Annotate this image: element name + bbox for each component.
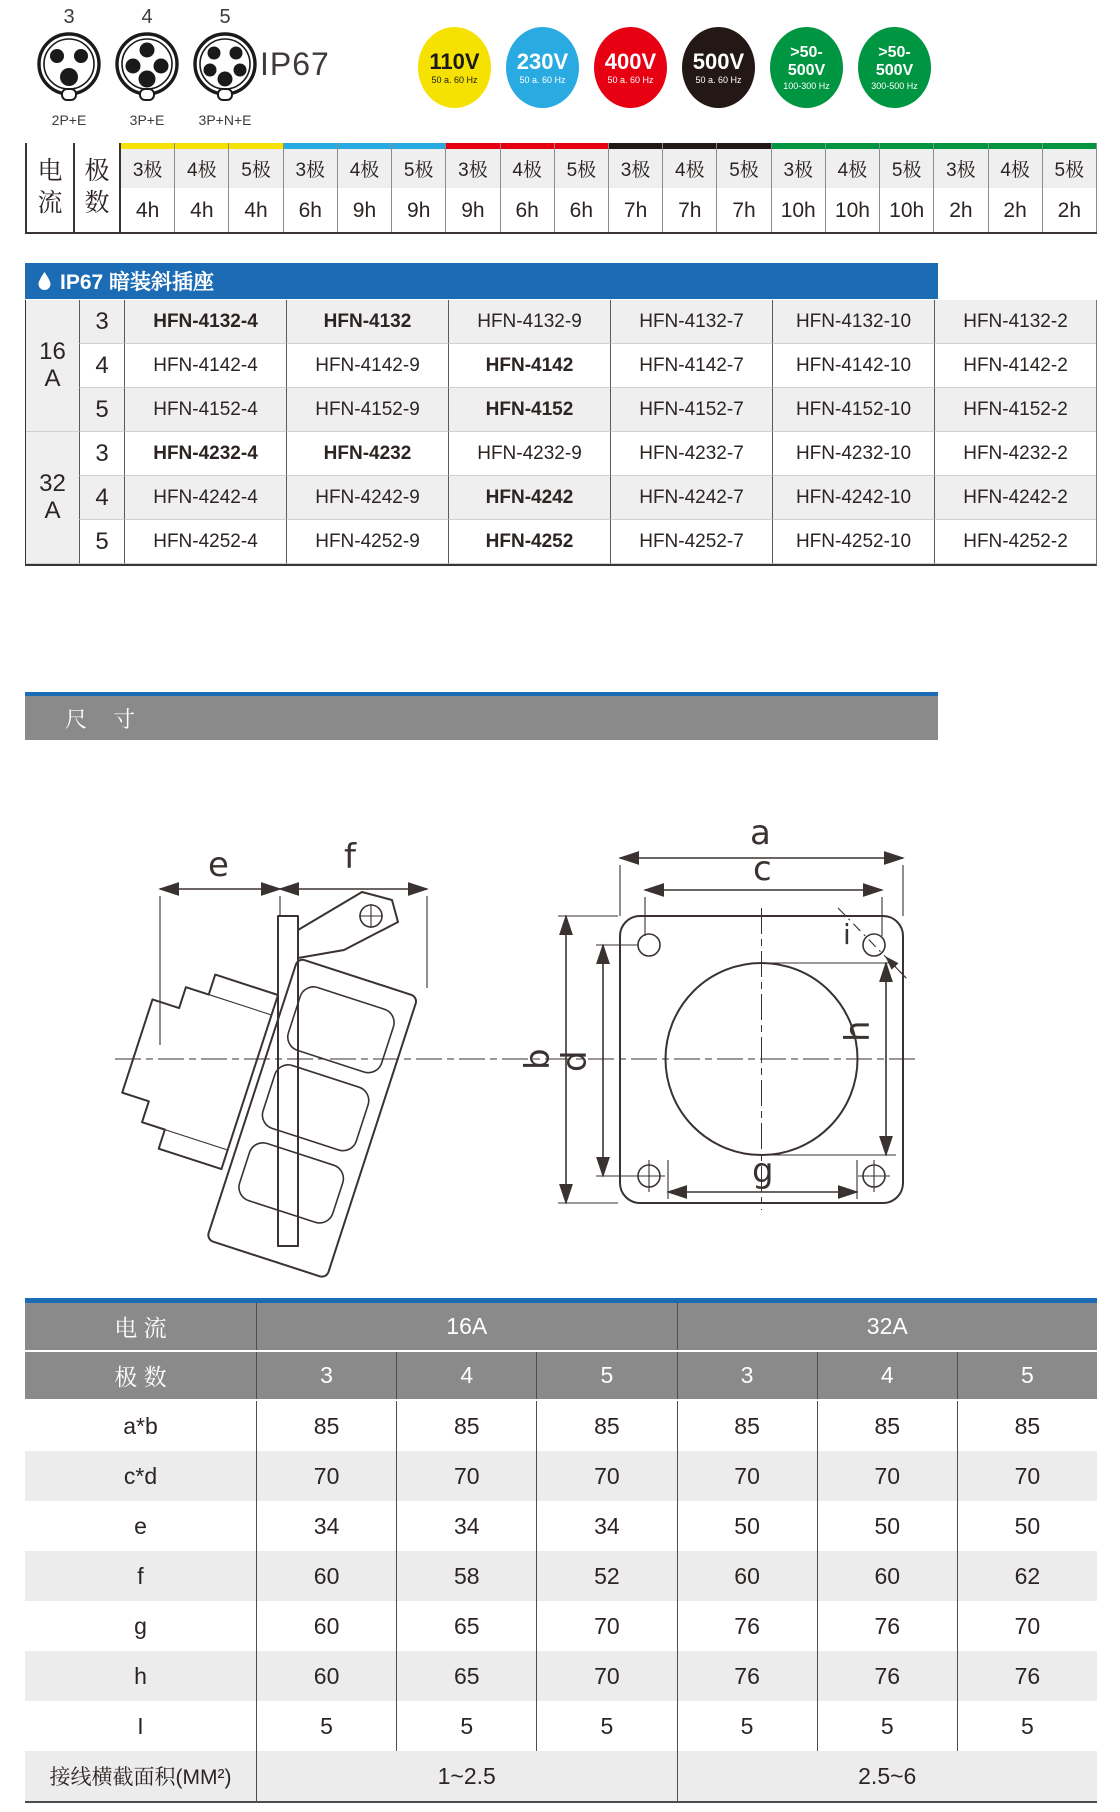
pole-column: 5极 7h: [717, 143, 771, 232]
voltage-value: 500V: [692, 48, 745, 74]
model-cell: HFN-4132-10: [772, 300, 934, 344]
voltage-badge-500v: [682, 27, 755, 108]
pole-column: 3极 10h: [772, 143, 826, 232]
dim-label-e: e: [208, 845, 229, 885]
model-cell: HFN-4242: [448, 476, 610, 520]
dim-label-i: i: [843, 918, 851, 951]
current-group-32a-header: 32A: [677, 1303, 1098, 1350]
current-axis-label: 电流: [25, 143, 73, 232]
wire-area-32a: 2.5~6: [677, 1751, 1098, 1801]
model-cell: HFN-4232: [286, 432, 448, 476]
current-header-label: 电 流: [114, 1315, 167, 1341]
model-cell: HFN-4142-2: [934, 344, 1096, 388]
pin-count-label: 3: [63, 6, 75, 28]
connector-3pin: [36, 6, 102, 128]
model-cell: HFN-4142-10: [772, 344, 934, 388]
frequency-label: 100-300 Hz: [783, 80, 830, 91]
front-view-flange: [518, 813, 910, 1210]
pole-column: 3极 4h: [121, 143, 175, 232]
pole-count-cell: 4: [79, 344, 124, 388]
current-group-32a: 32 A: [26, 432, 79, 564]
model-cell: HFN-4142-7: [610, 344, 772, 388]
dimension-row-i: I 5 5 5 5 5 5: [25, 1701, 1097, 1751]
current-group-16a: 16 A: [26, 300, 79, 432]
product-model-table: [25, 300, 1097, 566]
model-cell: HFN-4232-10: [772, 432, 934, 476]
model-cell: HFN-4142-4: [124, 344, 286, 388]
pole-count-cell: 5: [79, 520, 124, 564]
model-cell: HFN-4152-4: [124, 388, 286, 432]
connector-4pin-icon: [114, 28, 180, 106]
pole-hour-table: [25, 143, 1097, 234]
pole-column: 4极 10h: [826, 143, 880, 232]
dimension-table: [25, 1298, 1097, 1803]
model-cell: HFN-4152-10: [772, 388, 934, 432]
frequency-label: 50 a. 60 Hz: [431, 74, 478, 85]
connector-3pin-icon: [36, 28, 102, 106]
dimension-row-e: e 34 34 34 50 50 50: [25, 1501, 1097, 1551]
pole-column: 3极 6h: [284, 143, 338, 232]
dim-label-g: g: [752, 1151, 774, 1191]
connector-diagrams: [36, 6, 258, 128]
wire-area-16a: 1~2.5: [256, 1751, 677, 1801]
pole-column: 4极 7h: [663, 143, 717, 232]
frequency-label: 50 a. 60 Hz: [607, 74, 654, 85]
current-group-16a-header: 16A: [256, 1303, 677, 1350]
model-cell: HFN-4232-9: [448, 432, 610, 476]
dim-label-d: d: [555, 1050, 595, 1072]
pole-column: 4极 4h: [175, 143, 229, 232]
voltage-badge-400v: [594, 27, 667, 108]
model-cell: HFN-4152-7: [610, 388, 772, 432]
dimension-section-title: 尺 寸: [65, 706, 146, 732]
connector-5pin-icon: [192, 28, 258, 106]
dimension-row-wire-area: [25, 1751, 1097, 1801]
ip-rating-label: IP67: [260, 46, 330, 82]
model-cell: HFN-4152-9: [286, 388, 448, 432]
dimension-row-h: h 60 65 70 76 76 76: [25, 1651, 1097, 1701]
model-cell: HFN-4132-4: [124, 300, 286, 344]
model-cell: HFN-4252-7: [610, 520, 772, 564]
product-section-header: [25, 263, 938, 299]
dimension-row-ab: a*b 85 85 85 85 85 85: [25, 1401, 1097, 1451]
frequency-label: 300-500 Hz: [871, 80, 918, 91]
dim-label-h: h: [838, 1020, 878, 1042]
dim-label-c: c: [753, 849, 772, 889]
pin-count-label: 4: [141, 6, 153, 28]
model-cell: HFN-4152: [448, 388, 610, 432]
model-cell: HFN-4252-10: [772, 520, 934, 564]
pole-count-cell: 3: [79, 432, 124, 476]
model-cell: HFN-4242-7: [610, 476, 772, 520]
connector-config-label: 3P+N+E: [198, 112, 252, 128]
voltage-badge-50-500v-a: [770, 27, 843, 108]
model-cell: HFN-4132-7: [610, 300, 772, 344]
pole-count-cell: 4: [79, 476, 124, 520]
pole-column: 5极 6h: [555, 143, 609, 232]
dimension-section-bar: [25, 692, 938, 740]
connector-4pin: [114, 6, 180, 128]
pole-column: 5极 2h: [1043, 143, 1097, 232]
model-cell: HFN-4232-4: [124, 432, 286, 476]
side-view-socket: [109, 837, 427, 1278]
model-cell: HFN-4252-2: [934, 520, 1096, 564]
technical-drawing: [0, 740, 1120, 1296]
voltage-value: 400V: [604, 48, 657, 74]
pole-column: 3极 2h: [934, 143, 988, 232]
model-cell: HFN-4232-7: [610, 432, 772, 476]
model-cell: HFN-4232-2: [934, 432, 1096, 476]
pole-count-cell: 5: [79, 388, 124, 432]
voltage-badge-230v: [506, 27, 579, 108]
connector-5pin: [192, 6, 258, 128]
model-cell: HFN-4132-9: [448, 300, 610, 344]
model-cell: HFN-4242-9: [286, 476, 448, 520]
frequency-label: 50 a. 60 Hz: [695, 74, 742, 85]
dimension-table-current-row: [25, 1303, 1097, 1350]
connector-config-label: 2P+E: [51, 112, 87, 128]
voltage-value: 500V: [787, 61, 826, 79]
model-cell: HFN-4252: [448, 520, 610, 564]
pole-column: 5极 9h: [392, 143, 446, 232]
model-cell: HFN-4132-2: [934, 300, 1096, 344]
pole-column: 5极 4h: [229, 143, 283, 232]
frequency-label: 50 a. 60 Hz: [519, 74, 566, 85]
dimension-table-pole-row: 极 数 3 4 5 3 4 5: [25, 1352, 1097, 1399]
model-cell: HFN-4242-4: [124, 476, 286, 520]
connector-config-label: 3P+E: [129, 112, 165, 128]
voltage-value: >50-: [790, 44, 823, 62]
model-cell: HFN-4242-10: [772, 476, 934, 520]
voltage-badge-50-500v-b: [858, 27, 931, 108]
voltage-value: 110V: [429, 48, 480, 74]
pole-column: 4极 2h: [989, 143, 1043, 232]
voltage-value: >50-: [878, 44, 911, 62]
dimension-row-g: g 60 65 70 76 76 70: [25, 1601, 1097, 1651]
wire-area-label: 接线横截面积(MM²): [49, 1766, 232, 1789]
model-cell: HFN-4142: [448, 344, 610, 388]
pin-count-label: 5: [219, 6, 231, 28]
pole-axis-label: 极数: [73, 143, 121, 232]
model-cell: HFN-4132: [286, 300, 448, 344]
voltage-badge-110v: [418, 27, 491, 108]
section-title: IP67 暗装斜插座: [60, 271, 215, 294]
pole-column: 3极 9h: [446, 143, 500, 232]
droplet-icon: [38, 272, 51, 290]
dimension-row-cd: c*d 70 70 70 70 70 70: [25, 1451, 1097, 1501]
pole-header-label: 极 数: [114, 1364, 167, 1390]
model-cell: HFN-4252-4: [124, 520, 286, 564]
dim-label-a: a: [750, 813, 771, 853]
pole-column: 3极 7h: [609, 143, 663, 232]
pole-column: 5极 10h: [880, 143, 934, 232]
pole-column: 4极 6h: [501, 143, 555, 232]
pole-column: 4极 9h: [338, 143, 392, 232]
model-cell: HFN-4252-9: [286, 520, 448, 564]
dimension-row-f: f 60 58 52 60 60 62: [25, 1551, 1097, 1601]
model-cell: HFN-4152-2: [934, 388, 1096, 432]
dim-label-f: f: [344, 837, 356, 877]
voltage-value: 230V: [516, 48, 569, 74]
dim-label-b: b: [518, 1048, 558, 1070]
model-cell: HFN-4142-9: [286, 344, 448, 388]
voltage-value: 500V: [875, 61, 914, 79]
voltage-badges: [418, 27, 931, 108]
model-cell: HFN-4242-2: [934, 476, 1096, 520]
pole-count-cell: 3: [79, 300, 124, 344]
